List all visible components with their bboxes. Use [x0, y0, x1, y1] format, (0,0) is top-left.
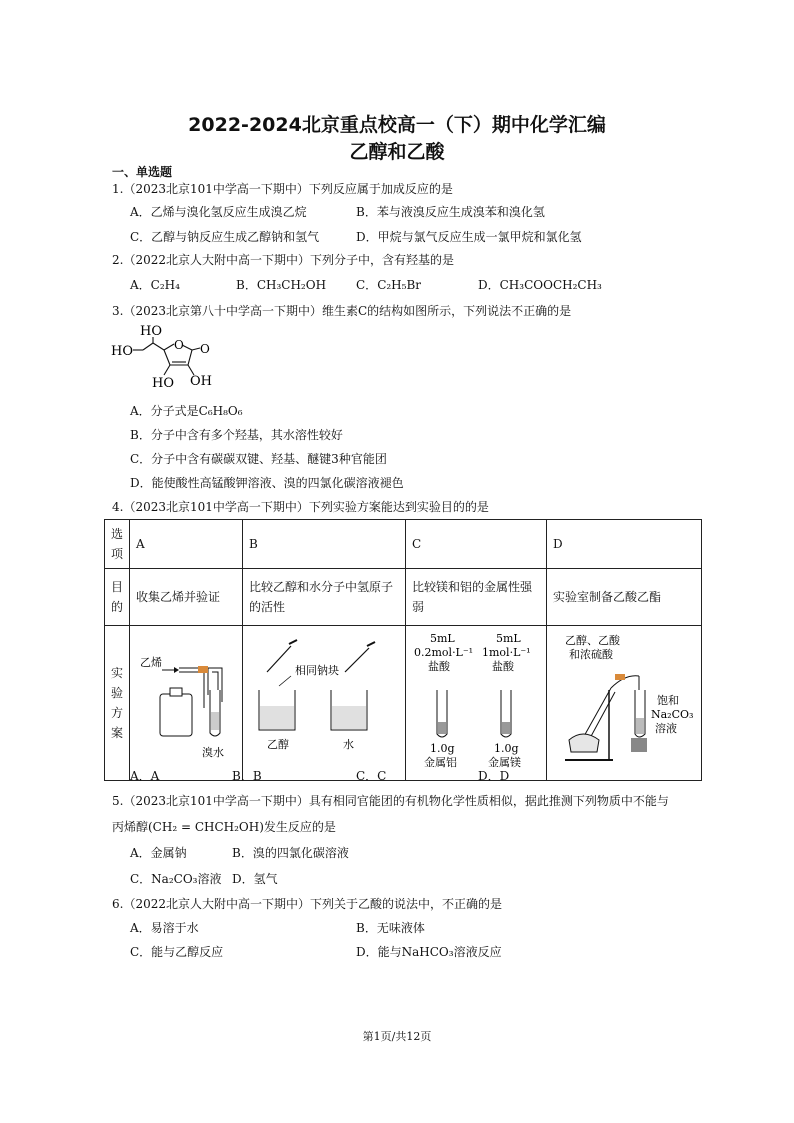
label-ethylene: 乙烯 — [140, 656, 163, 669]
q4-option-a: A．A — [130, 769, 160, 783]
table-scheme-d — [547, 626, 702, 781]
apparatus-a — [136, 630, 236, 770]
q6-stem: 6.（2022北京人大附中高一下期中）下列关于乙酸的说法中，不正确的是 — [112, 897, 502, 911]
q2-option-a: A．C₂H₄ — [130, 278, 180, 292]
q4-option-c: C．C — [356, 769, 387, 783]
apparatus-d — [553, 630, 695, 770]
table-purpose-a: 收集乙烯并验证 — [130, 569, 243, 626]
table-scheme-a — [130, 626, 243, 781]
q6-option-d: D．能与NaHCO₃溶液反应 — [356, 945, 502, 959]
label-sodium-same: 相同钠块 — [295, 664, 340, 677]
q1-option-b: B．苯与液溴反应生成溴苯和溴化氢 — [356, 205, 545, 219]
label-vol1: 5mL — [430, 632, 455, 645]
q5-stem-line1: 5.（2023北京101中学高一下期中）具有相同官能团的有机物化学性质相似，据此推测下列物质中不能与 — [112, 794, 669, 808]
document-title: 2022-2024北京重点校高一（下）期中化学汇编 — [188, 114, 606, 136]
label-metal2: 金属镁 — [488, 756, 522, 769]
label-saturated: 饱和 — [657, 694, 680, 707]
apparatus-c — [412, 630, 540, 770]
label-acid2: 盐酸 — [492, 660, 515, 673]
q5-option-d: D．氢气 — [232, 872, 278, 886]
table-scheme-c — [406, 626, 547, 781]
label-solution: 溶液 — [655, 722, 678, 735]
struct-oh-bottom: OH — [190, 374, 212, 389]
table-purpose-c: 比较镁和铝的金属性强弱 — [406, 569, 547, 626]
formula-ethyl-acetate: CH₃COOCH₂CH₃ — [499, 278, 602, 292]
table-header-a: A — [130, 520, 243, 569]
q4-stem: 4.（2023北京101中学高一下期中）下列实验方案能达到实验目的的是 — [112, 500, 489, 514]
label-vol2: 5mL — [496, 632, 521, 645]
table-purpose-label: 目的 — [105, 569, 130, 626]
table-scheme-b — [243, 626, 406, 781]
label-conc1: 0.2mol·L⁻¹ — [414, 646, 474, 659]
q3-option-c: C．分子中含有碳碳双键、羟基、醚键3种官能团 — [130, 452, 387, 466]
q3-stem: 3.（2023北京第八十中学高一下期中）维生素C的结构如图所示，下列说法不正确的是 — [112, 304, 572, 318]
label-bromine-water: 溴水 — [202, 746, 225, 759]
q5-stem-line2: 丙烯醇(CH₂ = CHCH₂OH)发生反应的是 — [112, 820, 336, 834]
struct-o-carbonyl: O — [200, 342, 210, 356]
table-purpose-d: 实验室制备乙酸乙酯 — [547, 569, 702, 626]
table-header-c: C — [406, 520, 547, 569]
q2-option-d: D．CH₃COOCH₂CH₃ — [478, 278, 602, 292]
label-reagent2: 和浓硫酸 — [569, 648, 614, 661]
table-header-option: 选项 — [105, 520, 130, 569]
table-scheme-label: 实验方案 — [105, 626, 130, 781]
formula-ethanol: CH₃CH₂OH — [256, 278, 327, 292]
q5-option-c: C．Na₂CO₃溶液 — [130, 872, 222, 886]
label-mass1: 1.0g — [430, 742, 455, 755]
page-footer: 第1页/共12页 — [362, 1030, 432, 1043]
q1-option-d: D．甲烷与氯气反应生成一氯甲烷和氯化氢 — [356, 230, 582, 244]
q6-option-a: A．易溶于水 — [130, 921, 199, 935]
vitamin-c-structure — [108, 318, 238, 396]
label-mass2: 1.0g — [494, 742, 519, 755]
label-ethanol: 乙醇 — [267, 738, 290, 751]
label-reagent1: 乙醇、乙酸 — [565, 634, 621, 647]
label-acid1: 盐酸 — [428, 660, 451, 673]
table-row — [105, 569, 702, 626]
struct-ho-bottom: HO — [152, 376, 174, 391]
label-metal1: 金属铝 — [424, 756, 458, 769]
q5-option-a: A．金属钠 — [130, 846, 187, 860]
table-row — [105, 520, 702, 569]
table-header-b: B — [243, 520, 406, 569]
q3-option-d: D．能使酸性高锰酸钾溶液、溴的四氯化碳溶液褪色 — [130, 476, 404, 490]
q2-stem: 2.（2022北京人大附中高一下期中）下列分子中，含有羟基的是 — [112, 253, 454, 267]
section-heading: 一、单选题 — [112, 165, 173, 179]
document-subtitle: 乙醇和乙酸 — [349, 141, 445, 163]
table-row — [105, 626, 702, 781]
label-na2co3: Na₂CO₃ — [651, 708, 694, 721]
table-purpose-b: 比较乙醇和水分子中氢原子的活性 — [243, 569, 406, 626]
label-conc2: 1mol·L⁻¹ — [482, 646, 531, 659]
struct-ho-left: HO — [111, 344, 133, 359]
q5-option-b: B．溴的四氯化碳溶液 — [232, 846, 349, 860]
q3-option-b: B．分子中含有多个羟基，其水溶性较好 — [130, 428, 343, 442]
formula-bromoethane: C₂H₅Br — [377, 278, 422, 292]
q4-option-d: D．D — [478, 769, 510, 783]
q3-option-a: A．分子式是C₆H₈O₆ — [130, 404, 243, 418]
q1-option-a: A．乙烯与溴化氢反应生成溴乙烷 — [130, 205, 307, 219]
q1-stem: 1.（2023北京101中学高一下期中）下列反应属于加成反应的是 — [112, 182, 453, 196]
q4-option-b: B．B — [232, 769, 262, 783]
label-water: 水 — [343, 738, 355, 751]
table-header-d: D — [547, 520, 702, 569]
apparatus-b — [249, 630, 399, 770]
q1-option-c: C．乙醇与钠反应生成乙醇钠和氢气 — [130, 230, 320, 244]
q2-option-b: B．CH₃CH₂OH — [236, 278, 327, 292]
formula-c2h4: C₂H₄ — [150, 278, 180, 292]
struct-ho-top: HO — [140, 324, 162, 339]
q6-option-c: C．能与乙醇反应 — [130, 945, 224, 959]
q2-option-c: C．C₂H₅Br — [356, 278, 422, 292]
q6-option-b: B．无味液体 — [356, 921, 425, 935]
experiment-table — [104, 519, 702, 781]
struct-o-ring: O — [174, 338, 184, 352]
